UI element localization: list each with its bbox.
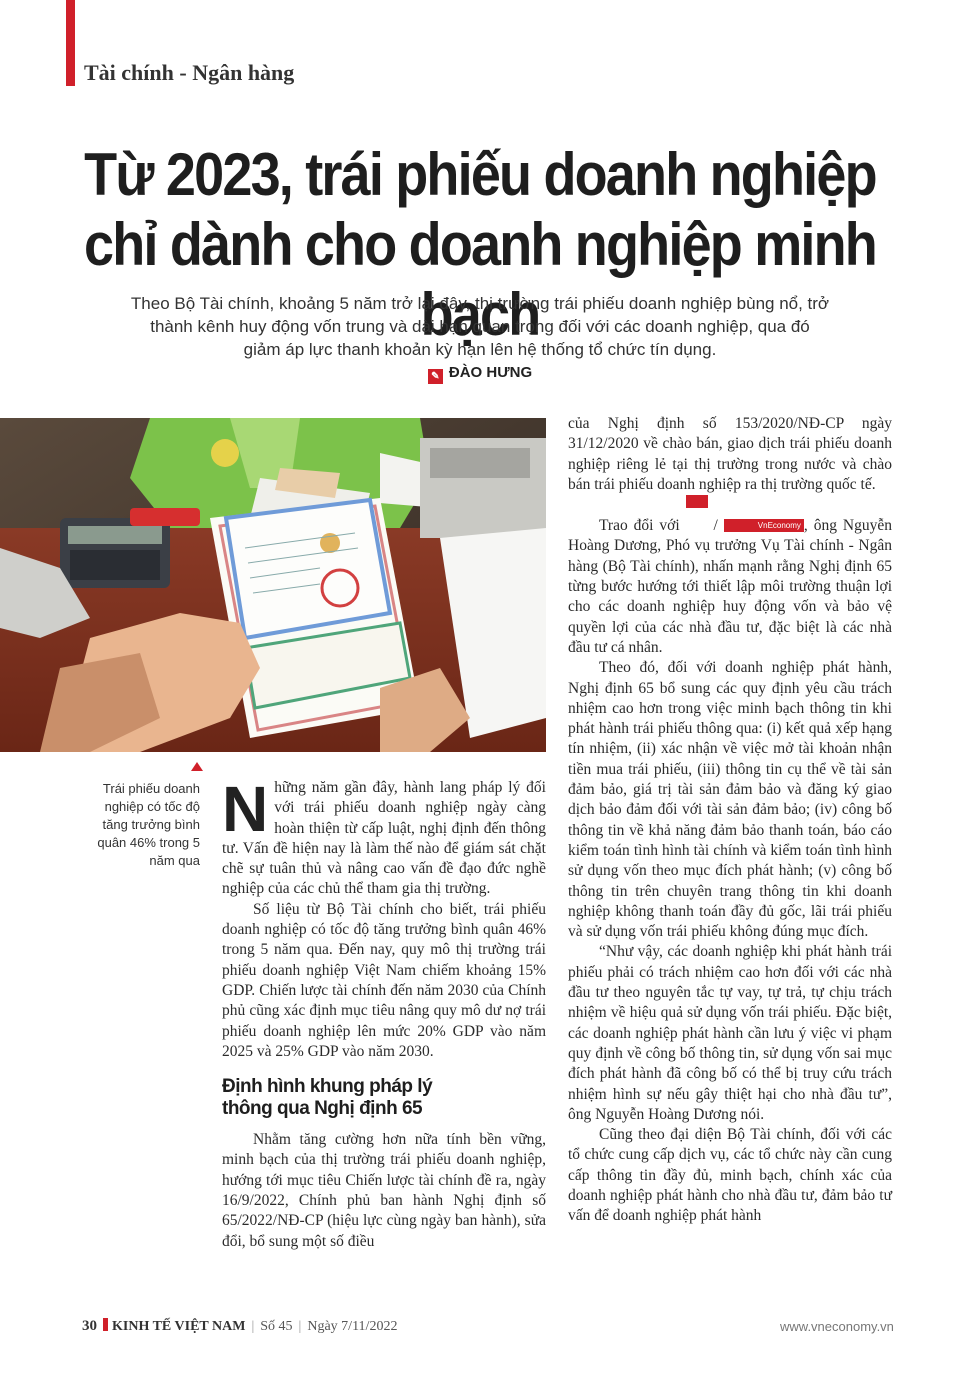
- bond-certificate-photo: [0, 418, 546, 752]
- issue-date: Ngày 7/11/2022: [307, 1319, 398, 1334]
- issue-number: Số 45: [260, 1319, 293, 1334]
- magazine-name: KINH TẾ VIỆT NAM: [112, 1319, 246, 1334]
- footer-accent-bar: [103, 1318, 108, 1331]
- pen-icon: ✎: [428, 369, 443, 384]
- website-link[interactable]: www.vneconomy.vn: [780, 1319, 894, 1334]
- author-name: ĐÀO HƯNG: [448, 364, 533, 381]
- paragraph-text: , ông Nguyễn Hoàng Dương, Phó vụ trưởng Vụ Tài chính - Ngân hàng (Bộ Tài chính), nhấn mạnh rằng Nghị định 65 từng bước hướng tới thiết lập môi trường thuận lợi cho các doanh nghiệp huy động vốn và bảo vệ quyền lợi của các nhà đầu tư, đặc biệt là các nhà đầu tư cá nhân.: [568, 517, 892, 656]
- footer-separator: |: [251, 1319, 255, 1334]
- headline-line-2: chỉ dành cho doanh nghiệp minh bạch: [84, 211, 876, 348]
- kinh-te-viet-nam-logo: Kinh tế Việt Nam: [686, 495, 708, 508]
- vneconomy-logo: VnEconomy: [724, 519, 804, 532]
- article-column-right: [568, 414, 892, 1227]
- paragraph: Theo đó, đối với doanh nghiệp phát hành, Nghị định 65 bổ sung các quy định yêu cầu trách nhiệm cao hơn trong việc minh bạch thông tin khi phát hành trái phiếu thông qua: (i) kết quả xếp hạng tín nhiệm, (ii) xác nhận về việc mở tài khoản nhận tiền mua trái phiếu, (iii) thông tin cụ thể về tài sản đảm bảo, giá trị tài sản đảm bảo và đăng ký giao dịch bảo đảm đối với tài sản đảm bảo; (iv) công bố thông tin về khả năng đảm bảo thanh toán, báo cáo kiểm toán tình hình tài chính và kiểm toán tình hình sử dụng vốn theo mục đích phát hành; (v) công bố thông tin trên chuyên trang thông tin khi doanh nghiệp không thanh toán đầy đủ gốc, lãi trái phiếu và sử dụng vốn trái phiếu không đúng mục đích.: [568, 659, 892, 941]
- paragraph-intro-text: hững năm gần đây, hành lang pháp lý đối với trái phiếu doanh nghiệp ngày càng hoàn thiện từ cấp luật, nghị định đến thông tư. Vấn đề hiện nay là làm thế nào để giám sát chặt chẽ sự tuân thủ và nâng cao vấn đề đạo đức nghề nghiệp của các chủ thể tham gia thị trường.: [222, 779, 546, 898]
- subheading-line-1: Định hình khung pháp lý: [222, 1076, 433, 1098]
- paragraph: của Nghị định số 153/2020/NĐ-CP ngày 31/12/2020 về chào bán, giao dịch trái phiếu doanh nghiệp riêng lẻ tại thị trường trong nước và chào bán trái phiếu doanh nghiệp ra thị trường quốc tế.: [568, 415, 892, 493]
- article-column-middle: [222, 773, 546, 1252]
- paragraph-with-logos: [568, 495, 892, 658]
- paragraph: Cũng theo đại diện Bộ Tài chính, đối với các tổ chức cung cấp dịch vụ, các tổ chức này cần cung cấp thông tin đầy đủ, minh bạch, chính xác của doanh nghiệp phát hành cho nhà đầu tư, đảm bảo tư vấn để doanh nghiệp phát hành: [568, 1126, 892, 1225]
- footer-separator: |: [298, 1319, 302, 1334]
- caption-arrow-icon: [191, 762, 203, 771]
- page-footer: [82, 1318, 397, 1335]
- logo-separator: /: [713, 517, 718, 535]
- page-number: 30: [82, 1318, 97, 1334]
- paragraph: Số liệu từ Bộ Tài chính cho biết, trái phiếu doanh nghiệp có tốc độ tăng trưởng bình quân 46% trong 5 năm qua. Đến nay, quy mô thị trường trái phiếu doanh nghiệp Việt Nam chiếm khoảng 15% GDP. Chiến lược tài chính đến năm 2030 của Chính phủ cũng xác định mục tiêu nâng quy mô dư nợ trái phiếu doanh nghiệp lên mức 20% GDP vào năm 2025 và 25% GDP vào năm 2030.: [222, 900, 546, 1060]
- headline-line-1: Từ 2023, trái phiếu doanh nghiệp: [84, 141, 876, 208]
- paragraph-intro: [222, 773, 546, 900]
- paragraph: Nhằm tăng cường hơn nữa tính bền vững, minh bạch của thị trường trái phiếu doanh nghiệp, hướng tới mục tiêu Chiến lược tài chính đề ra, ngày 16/9/2022, Chính phủ ban hành Nghị định số 65/2022/NĐ-CP (hiệu lực cùng ngày ban hành), sửa đổi, bổ sung một số điều: [222, 1131, 546, 1250]
- photo-caption: Trái phiếu doanh nghiệp có tốc độ tăng trưởng bình quân 46% trong 5 năm qua: [97, 781, 200, 868]
- byline: [0, 364, 960, 384]
- lead-paragraph: Theo Bộ Tài chính, khoảng 5 năm trở lại đây, thị trường trái phiếu doanh nghiệp bùng nổ, trở thành kênh huy động vốn trung và dài hạn quan trọng đối với các doanh nghiệp, qua đó giảm áp lực thanh khoản kỳ hạn lên hệ thống tổ chức tín dụng.: [130, 294, 830, 359]
- section-accent-bar: [66, 0, 75, 86]
- subheading: [222, 1076, 546, 1120]
- paragraph-quote: “Như vậy, các doanh nghiệp khi phát hành trái phiếu phải có trách nhiệm cao hơn đối với các nhà đầu tư theo nguyên tắc tự vay, tự trả, tự chịu trách nhiệm về hiệu quả sử dụng vốn trái phiếu. Đặc biệt, các doanh nghiệp phát hành cần lưu ý việc vi phạm quy định về công bố thông tin, sử dụng vốn sai mục đích phát hành đã công bố có thể bị truy cứu trách nhiệm hình sự nếu gây thiệt hại cho nhà đầu tư”, ông Nguyễn Hoàng Dương nói.: [568, 943, 892, 1123]
- section-label: Tài chính - Ngân hàng: [84, 60, 295, 85]
- paragraph-text: Trao đổi với: [599, 517, 680, 535]
- article-photo: [0, 418, 546, 752]
- drop-cap: N: [222, 773, 269, 845]
- subheading-line-2: thông qua Nghị định 65: [222, 1098, 423, 1120]
